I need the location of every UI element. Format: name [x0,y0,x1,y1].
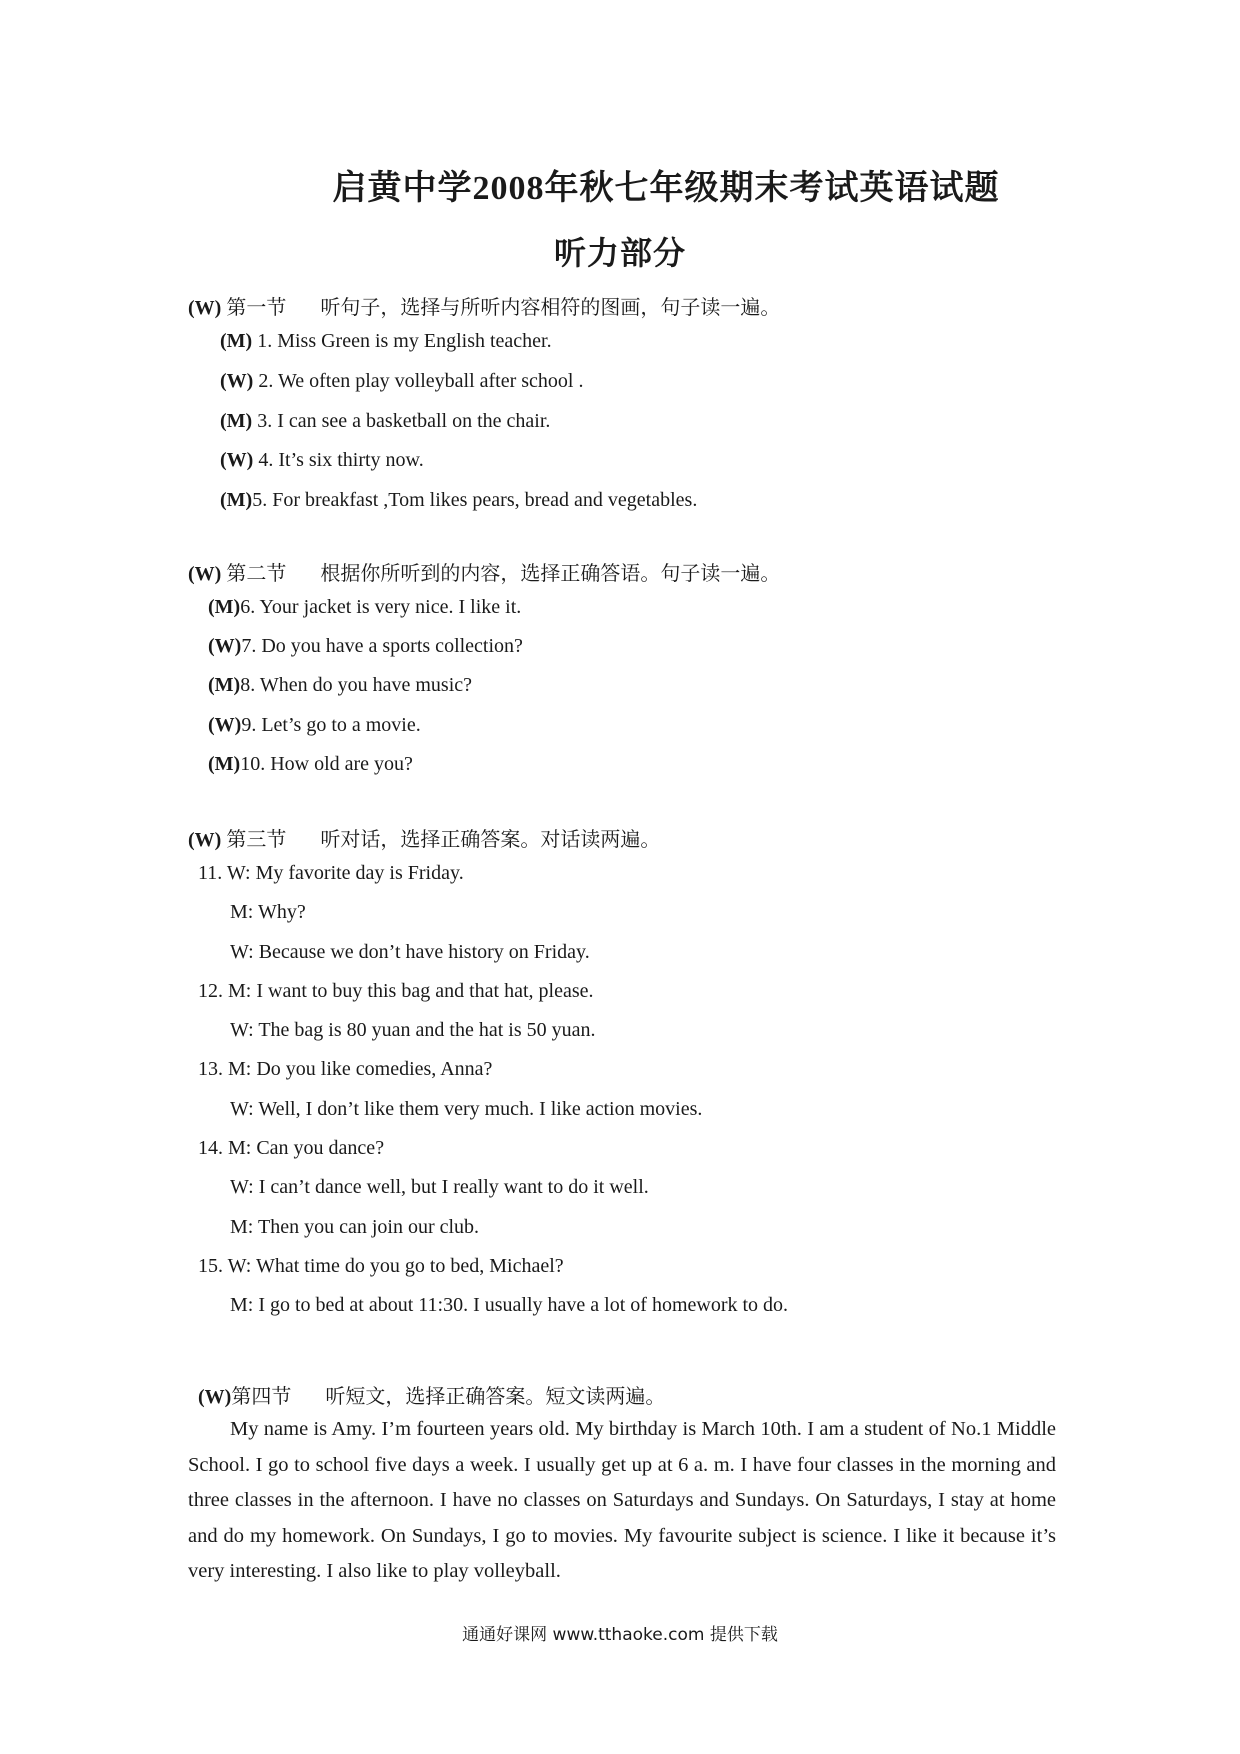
sentence-text: 4. It’s six thirty now. [253,449,424,471]
section-1-heading [188,291,780,320]
sentence-text: 5. For breakfast ,Tom likes pears, bread and vegetables. [252,489,698,511]
section-instruction: 听对话，选择正确答案。对话读两遍。 [320,829,661,851]
speaker-label: (M) [208,596,241,618]
section-3-heading [188,823,660,852]
speaker-label: (M) [220,410,253,432]
section-instruction: 根据你所听到的内容，选择正确答语。句子读一遍。 [320,563,781,585]
speaker-label: (M) [220,330,253,352]
dialogue-line: W: I can’t dance well, but I really want to do it well. [230,1176,649,1198]
speaker-label: (W) [208,635,242,657]
section-name: 第四节 [231,1386,292,1408]
sentence-text: 7. Do you have a sports collection? [241,635,523,657]
section-speaker: (W) [188,563,222,585]
dialogue-line: M: I go to bed at about 11:30. I usually have a lot of homework to do. [230,1294,789,1316]
sentence-text: 2. We often play volleyball after school . [253,370,584,392]
section-name: 第二节 [226,563,287,585]
list-item [208,714,421,737]
dialogue-line: 15. W: What time do you go to bed, Michael? [198,1255,564,1277]
dialogue-line: 14. M: Can you dance? [198,1137,385,1159]
list-item [220,489,697,512]
list-item [220,330,552,353]
exam-title: 启黄中学2008年秋七年级期末考试英语试题 [332,170,1000,207]
sentence-text: 10. How old are you? [240,753,413,775]
page-footer: 通通好课网 www.tthaoke.com 提供下载 [462,1625,778,1645]
section-name: 第一节 [226,297,287,319]
dialogue-line: M: Then you can join our club. [230,1216,480,1238]
list-item [208,674,472,697]
list-item [220,449,424,472]
passage-text: My name is Amy. I’m fourteen years old. My birthday is March 10th. I am a student of No.1 Middle School. I go to school five days a week. I usually get up at 6 a. m. I have four classes in the morning and three classes in the afternoon. I have no classes on Saturdays and Sundays. On Saturdays, I stay at home and do my homework. On Sundays, I go to movies. My favourite subject is science. I like it because it’s very interesting. I also like to play volleyball. [188,1418,1056,1582]
sentence-text: 9. Let’s go to a movie. [241,714,421,736]
speaker-label: (W) [208,714,242,736]
list-item [208,635,523,658]
sentence-text: 8. When do you have music? [240,674,472,696]
section-speaker: (W) [188,829,222,851]
list-item [208,596,521,619]
section-speaker: (W) [198,1386,232,1408]
list-item [220,370,583,393]
list-item [208,753,413,776]
section-instruction: 听句子，选择与所听内容相符的图画，句子读一遍。 [320,297,781,319]
dialogue-line: 11. W: My favorite day is Friday. [198,862,464,884]
section-name: 第三节 [226,829,287,851]
section-2-heading [188,557,780,586]
speaker-label: (M) [220,489,253,511]
speaker-label: (W) [220,449,254,471]
speaker-label: (W) [220,370,254,392]
dialogue-line: W: The bag is 80 yuan and the hat is 50 yuan. [230,1019,596,1041]
section-instruction: 听短文，选择正确答案。短文读两遍。 [325,1386,666,1408]
dialogue-line: 12. M: I want to buy this bag and that hat, please. [198,980,594,1002]
sentence-text: 3. I can see a basketball on the chair. [252,410,551,432]
dialogue-line: M: Why? [230,901,306,923]
section-speaker: (W) [188,297,222,319]
speaker-label: (M) [208,674,241,696]
dialogue-line: W: Well, I don’t like them very much. I like action movies. [230,1098,703,1120]
dialogue-line: 13. M: Do you like comedies, Anna? [198,1058,493,1080]
exam-subtitle: 听力部分 [553,235,686,271]
list-item [220,410,550,433]
section-4-heading [198,1380,665,1409]
sentence-text: 6. Your jacket is very nice. I like it. [240,596,522,618]
speaker-label: (M) [208,753,241,775]
dialogue-line: W: Because we don’t have history on Friday. [230,941,590,963]
sentence-text: 1. Miss Green is my English teacher. [252,330,552,352]
